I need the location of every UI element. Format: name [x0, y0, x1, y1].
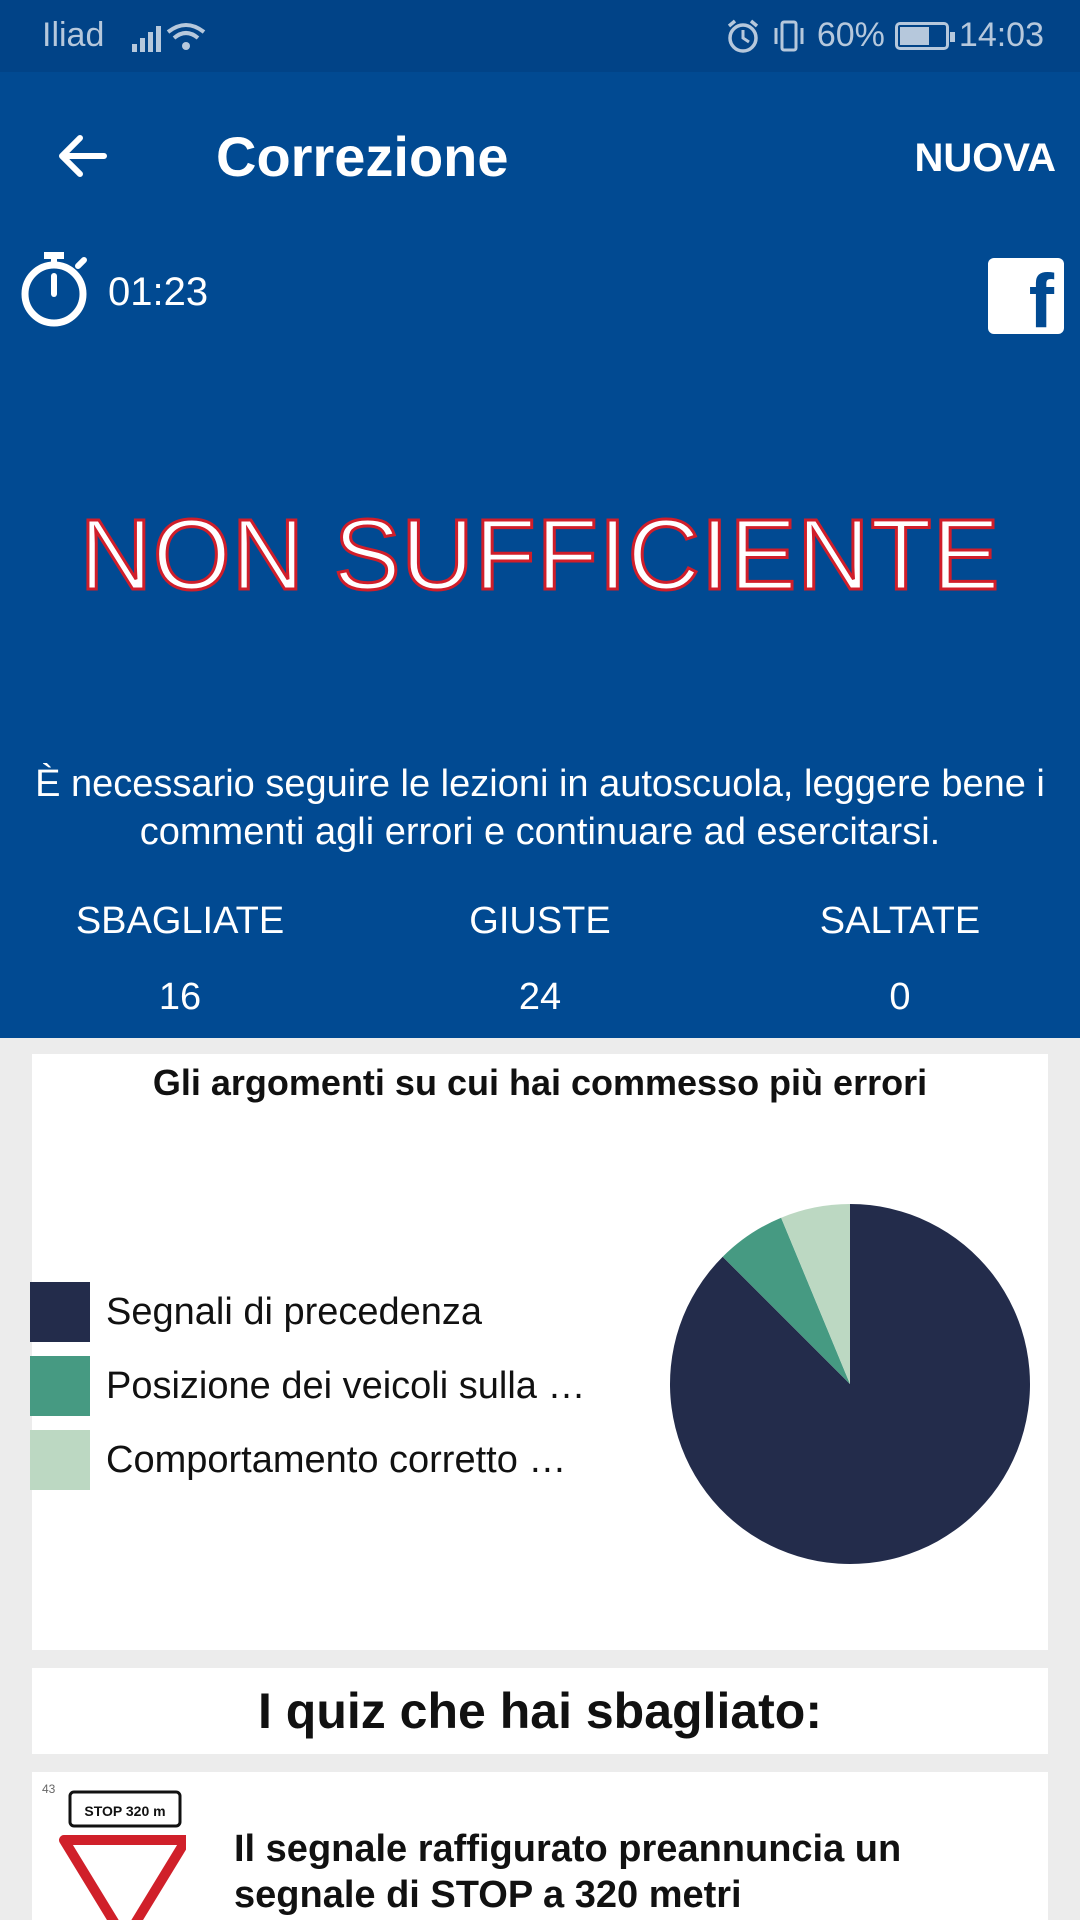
stat-label: SALTATE: [819, 900, 981, 942]
elapsed-time: 01:23: [108, 270, 209, 314]
clock: 14:03: [958, 16, 1044, 54]
status-bar: [0, 0, 1080, 72]
give-way-stop-sign-icon: [56, 1790, 186, 1920]
result-advice: È necessario seguire le lezioni in autoscuola, leggere bene i commenti agli errori e continuare ad esercitarsi.: [35, 763, 1045, 853]
stat-value: 0: [889, 976, 911, 1018]
stat-value: 16: [158, 976, 202, 1018]
legend-item: [30, 1356, 585, 1416]
result-verdict: NON SUFFICIENTE: [79, 499, 1001, 611]
new-quiz-button[interactable]: NUOVA: [914, 136, 1056, 180]
sign-text: STOP 320 m: [84, 1803, 166, 1819]
legend-item: [30, 1430, 566, 1490]
page-title: Correzione: [216, 125, 509, 188]
legend-label: Comportamento corretto …: [106, 1438, 567, 1481]
quiz-question: Il segnale raffigurato preannuncia un segnale di STOP a 320 metri: [234, 1828, 902, 1916]
legend-swatch: [30, 1282, 90, 1342]
battery-percent: 60%: [816, 16, 885, 54]
result-header: [0, 72, 1080, 1038]
carrier-name: Iliad: [42, 16, 105, 54]
alarm-icon: [725, 18, 761, 54]
battery-icon: [895, 22, 949, 50]
section-title: I quiz che hai sbagliato:: [258, 1683, 822, 1739]
stopwatch-icon: [18, 248, 90, 328]
legend-label: Segnali di precedenza: [106, 1290, 483, 1333]
legend-swatch: [30, 1356, 90, 1416]
wrong-quizzes-header: [32, 1668, 1048, 1754]
legend-item: [30, 1282, 482, 1342]
legend-label: Posizione dei veicoli sulla …: [106, 1364, 586, 1407]
chart-title: Gli argomenti su cui hai commesso più errori: [152, 1062, 928, 1103]
pie-chart: [668, 1202, 1032, 1566]
legend-swatch: [30, 1430, 90, 1490]
signal-wifi-icon: [132, 20, 212, 54]
stat-label: GIUSTE: [469, 900, 611, 942]
back-arrow-icon[interactable]: [52, 126, 112, 186]
status-right: [725, 16, 1044, 55]
vibrate-icon: [771, 18, 807, 54]
facebook-share-icon[interactable]: f: [988, 258, 1064, 334]
quiz-number: 43: [42, 1782, 56, 1796]
stat-label: SBAGLIATE: [75, 900, 285, 942]
stat-value: 24: [518, 976, 562, 1018]
error-topics-chart-card: [32, 1054, 1048, 1650]
quiz-item[interactable]: [32, 1772, 1048, 1920]
